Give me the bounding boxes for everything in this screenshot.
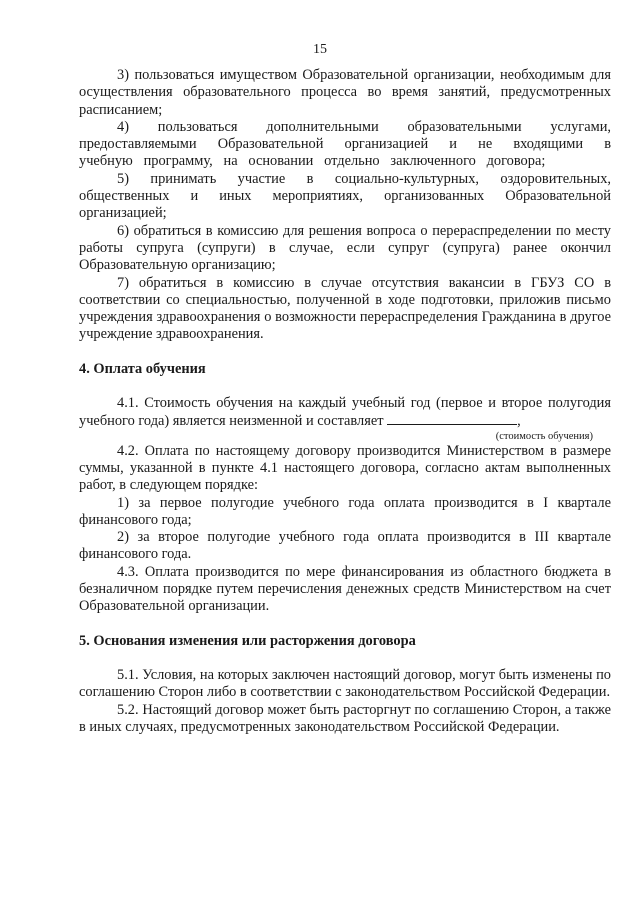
cost-caption: (стоимость обучения) [495, 430, 593, 442]
clause-4-2: 4.2. Оплата по настоящему договору производится Министерством в размере суммы, указанной в пункте 4.1 настоящего договора, согласно актам выполненных работ, в следующем порядке: [79, 442, 611, 494]
page-number: 15 [313, 42, 327, 57]
rights-item-6: 6) обратиться в комиссию для решения вопроса о перераспределении по месту работы супруга (супруги) в случае, если супруг (супруга) ранее окончил Образовательную организацию; [79, 222, 611, 274]
section-4-heading: 4. Оплата обучения [79, 360, 206, 377]
section-5-heading: 5. Основания изменения или расторжения договора [79, 632, 416, 649]
document-body [79, 67, 611, 736]
clause-4-1 [79, 395, 611, 431]
clause-5-2: 5.2. Настоящий договор может быть расторгнут по соглашению Сторон, а также в иных случаях, предусмотренных законодательством Российской Федерации. [79, 701, 611, 735]
rights-item-4: 4) пользоваться дополнительными образовательными услугами, предоставляемыми Образовательной организацией и не входящими в учебную программу, на основании отдельно заключенного договора; [79, 118, 611, 170]
rights-item-5: 5) принимать участие в социально-культурных, оздоровительных, общественных и иных мероприятиях, организованных Образовательной организацией; [79, 170, 611, 222]
cost-blank-line[interactable] [387, 412, 517, 425]
rights-item-3: 3) пользоваться имуществом Образовательной организации, необходимым для осуществления образовательного процесса во время занятий, предусмотренных расписанием; [79, 67, 611, 118]
clause-4-2-item-2: 2) за второе полугодие учебного года оплата производится в III квартале финансового года. [79, 529, 611, 563]
clause-5-1: 5.1. Условия, на которых заключен настоящий договор, могут быть изменены по соглашению Сторон либо в соответствии с законодательством Российской Федерации. [79, 666, 611, 701]
clause-4-3: 4.3. Оплата производится по мере финансирования из областного бюджета в безналичном порядке путем перечисления денежных средств Министерством на счет Образовательной организации. [79, 563, 611, 615]
clause-4-2-item-1: 1) за первое полугодие учебного года оплата производится в I квартале финансового года; [79, 494, 611, 528]
rights-item-7: 7) обратиться в комиссию в случае отсутствия вакансии в ГБУЗ СО в соответствии со специальностью, полученной в ходе подготовки, приложив письмо учреждения здравоохранения о возможности перераспределения Гражданина в другое учреждение здравоохранения. [79, 274, 611, 343]
clause-4-1-end: , [517, 413, 521, 430]
clause-4-1-text: 4.1. Стоимость обучения на каждый учебный год (первое и второе полугодия учебного года) является неизменной и составляет [79, 395, 611, 430]
